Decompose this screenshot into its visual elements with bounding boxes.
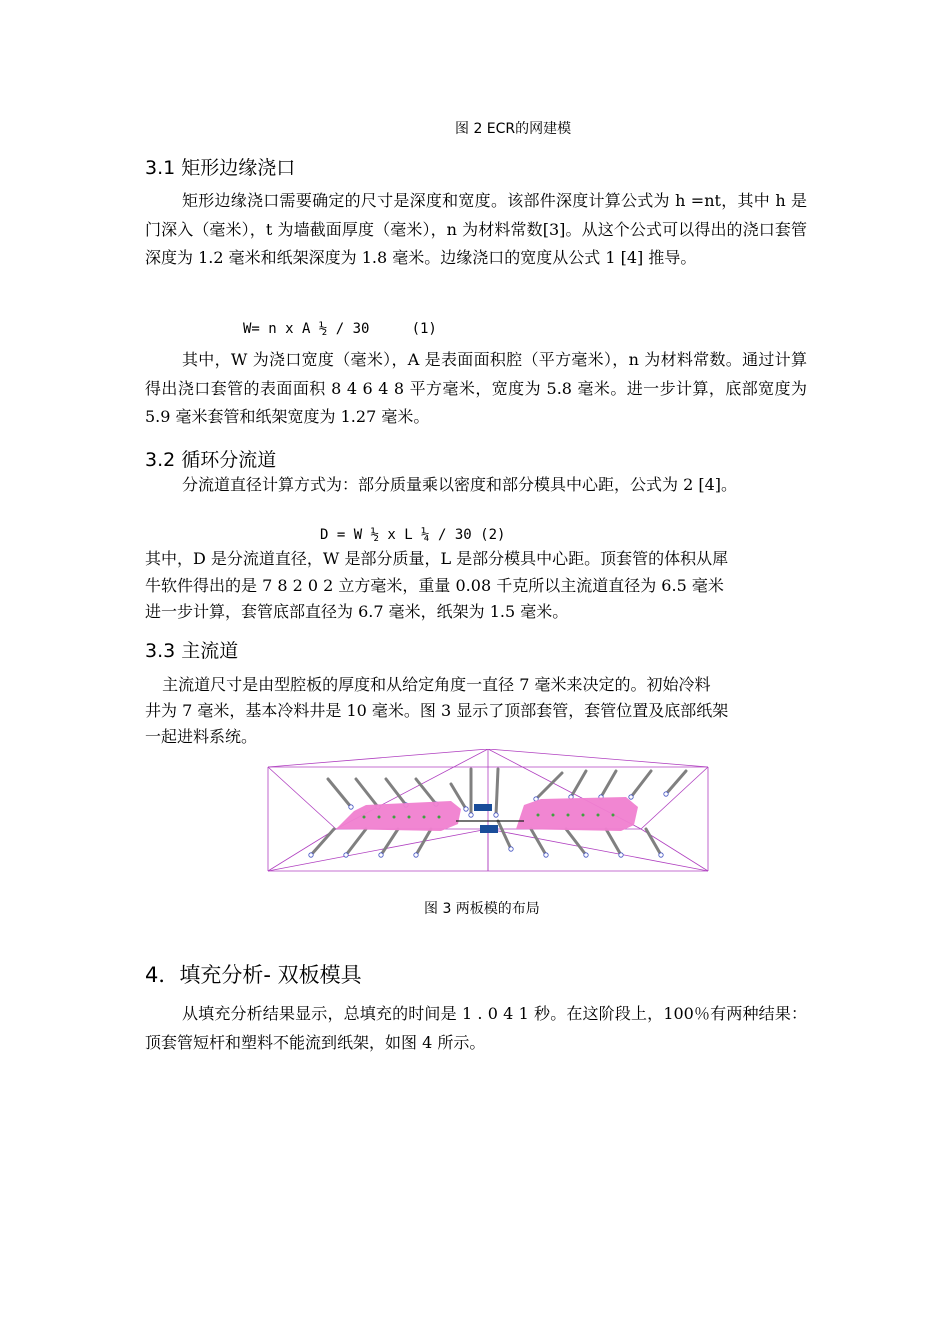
equation-1: W= n x A ½ / 30 (1)	[243, 321, 437, 337]
section-3-1-paragraph-2: 其中，W 为浇口宽度（毫米），A 是表面面积腔（平方毫米），n 为材料常数。通过计算得出浇口套管的表面面积 8 4 6 4 8 平方毫米，宽度为 5.8 毫米。进一步计算，底部宽度为 5.9 毫米套管和纸架宽度为 1.27 毫米。	[145, 350, 807, 426]
gate-marker	[567, 814, 570, 817]
pin-end-marker	[619, 853, 623, 857]
frame-edge	[268, 829, 488, 871]
pin-end-marker	[349, 805, 353, 809]
ejector-pin	[566, 829, 586, 855]
gate-marker	[408, 816, 411, 819]
ejector-pin	[606, 829, 621, 855]
ejector-pin	[631, 771, 651, 797]
gate-marker	[393, 816, 396, 819]
gate-marker	[597, 814, 600, 817]
section-3-3-heading: 3.3 主流道	[145, 640, 239, 662]
pin-end-marker	[309, 853, 313, 857]
ejector-pin	[496, 769, 498, 815]
gate-marker	[423, 816, 426, 819]
gate-marker	[363, 816, 366, 819]
frame-edge	[641, 767, 708, 829]
figure-2-caption: 图 2 ECR的网建模	[455, 121, 572, 137]
section-3-1-heading: 3.1 矩形边缘浇口	[145, 157, 296, 179]
pin-end-marker	[584, 853, 588, 857]
ejector-pin	[531, 829, 546, 855]
gate-marker	[438, 816, 441, 819]
sprue-block-bottom	[480, 825, 498, 833]
right-cavity-part	[516, 797, 638, 831]
pin-end-marker	[629, 795, 633, 799]
gate-marker	[537, 814, 540, 817]
pin-end-marker	[659, 853, 663, 857]
section-3-1-paragraph-1: 矩形边缘浇口需要确定的尺寸是深度和宽度。该部件深度计算公式为 h =nt，其中 h 是门深入（毫米），t 为墙截面厚度（毫米），n 为材料常数[3]。从这个公式可以得出的浇口套管深度为 1.2 毫米和纸架深度为 1.8 毫米。边缘浇口的宽度从公式 1 [4] 推导。	[145, 191, 807, 267]
frame-edge	[268, 749, 488, 767]
equation-2: D = W ½ x L ¼ / 30 (2)	[320, 527, 506, 543]
section-4-paragraph: 从填充分析结果显示，总填充的时间是 1 . 0 4 1 秒。在这阶段上，100％有两种结果：顶套管短杆和塑料不能流到纸架，如图 4 所示。	[145, 1004, 807, 1052]
pin-end-marker	[664, 792, 668, 796]
ejector-pin	[346, 829, 366, 855]
gate-marker	[612, 814, 615, 817]
section-4-heading: 4．填充分析- 双板模具	[145, 963, 362, 987]
left-cavity-part	[336, 801, 461, 831]
ejector-pin	[601, 771, 616, 797]
pin-end-marker	[494, 813, 498, 817]
gate-marker	[582, 814, 585, 817]
pin-end-marker	[469, 813, 473, 817]
ejector-pin	[498, 821, 511, 849]
sprue-block-top	[474, 804, 492, 811]
ejector-pin	[356, 779, 378, 807]
gate-marker	[378, 816, 381, 819]
section-3-2-paragraph-2-line: 其中，D 是分流道直径，W 是部分质量，L 是部分模具中心距。顶套管的体积从犀	[145, 549, 729, 568]
pin-end-marker	[379, 853, 383, 857]
section-3-2-paragraph-2-line: 牛软件得出的是 7 8 2 0 2 立方毫米，重量 0.08 千克所以主流道直径为 6.5 毫米	[145, 576, 724, 595]
section-3-3-paragraph-line: 主流道尺寸是由型腔板的厚度和从给定角度一直径 7 毫米来决定的。初始冷料	[152, 675, 711, 694]
section-3-2-paragraph-1: 分流道直径计算方式为：部分质量乘以密度和部分模具中心距，公式为 2 [4]。	[182, 475, 738, 494]
pin-end-marker	[464, 807, 468, 811]
ejector-pin	[571, 771, 586, 797]
figure-3-caption: 图 3 两板模的布局	[424, 901, 540, 917]
ejector-pin	[416, 779, 436, 804]
two-plate-mold-layout-figure	[266, 749, 710, 873]
section-3-2-paragraph-2-line: 进一步计算，套管底部直径为 6.7 毫米，纸架为 1.5 毫米。	[145, 602, 569, 621]
frame-edge	[488, 749, 708, 767]
gate-marker	[552, 814, 555, 817]
pin-end-marker	[344, 853, 348, 857]
pin-end-marker	[414, 853, 418, 857]
pin-end-marker	[509, 847, 513, 851]
section-3-2-heading: 3.2 循环分流道	[145, 449, 277, 471]
ejector-pin	[328, 779, 351, 807]
section-3-3-paragraph-line: 一起进料系统。	[145, 727, 258, 746]
ejector-pin	[381, 829, 398, 855]
ejector-pin	[646, 829, 661, 855]
section-3-3-paragraph-line: 井为 7 毫米，基本冷料井是 10 毫米。图 3 显示了顶部套管，套管位置及底部纸架	[145, 701, 729, 720]
frame-edge	[268, 767, 336, 829]
pin-end-marker	[544, 853, 548, 857]
